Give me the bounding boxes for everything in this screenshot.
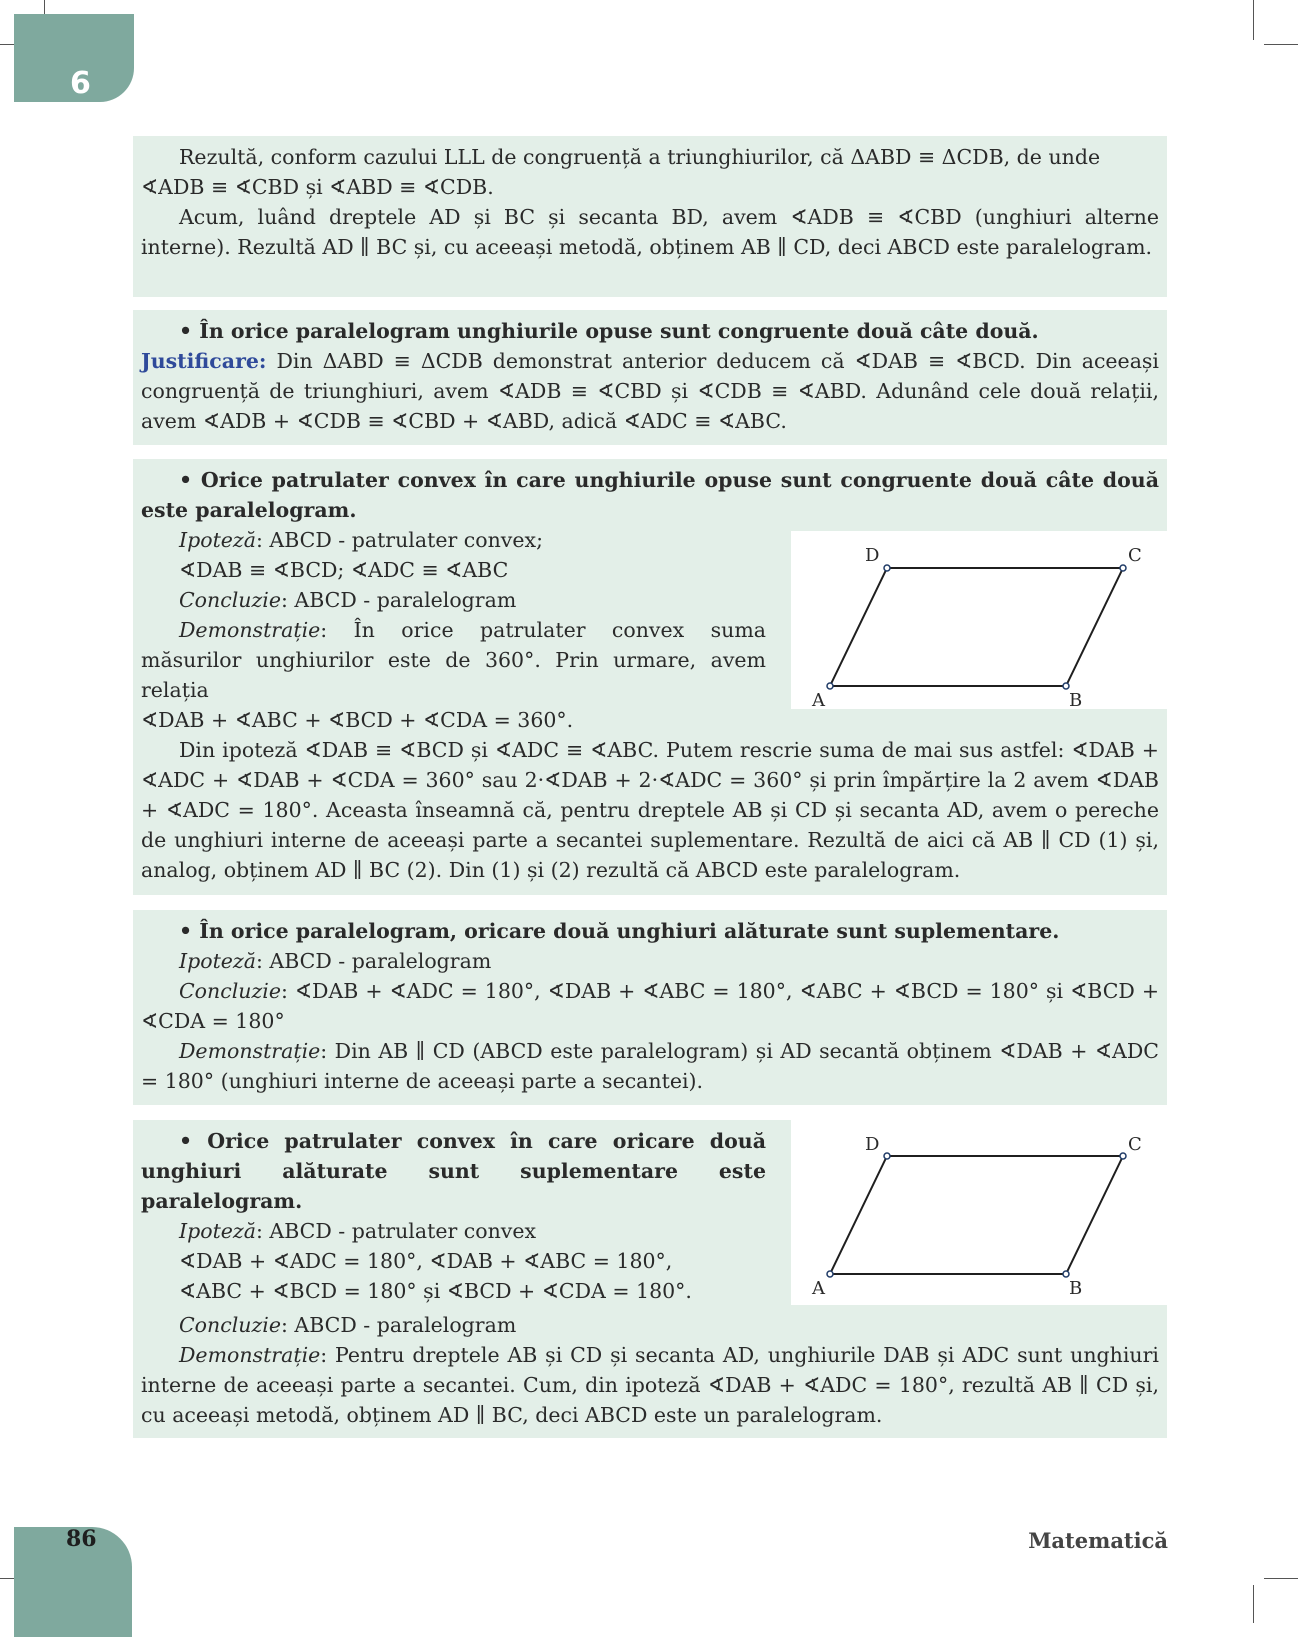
vertex-a bbox=[827, 1271, 833, 1277]
label-c: C bbox=[1128, 545, 1142, 566]
conclusion-line bbox=[141, 585, 766, 615]
theorem-statement: • În orice paralelogram unghiurile opuse sunt congruente două câte două. bbox=[179, 319, 1039, 343]
paragraph: Acum, luând dreptele AD și BC și secanta BD, avem ∢ADB ≡ ∢CBD (unghiuri alterne interne). Rezultă AD ∥ BC și, cu aceeași metodă, obținem AB ∥ CD, deci ABCD este paralelogram. bbox=[141, 205, 1159, 259]
hypothesis-text: : ABCD - patrulater convex; bbox=[255, 528, 543, 552]
theorem-block-opposite-angles bbox=[133, 310, 1167, 445]
parallelogram-drawing bbox=[791, 531, 1167, 709]
theorem-statement: • Orice patrulater convex în care oricare două unghiuri alăturate sunt suplementare este paralelogram. bbox=[141, 1129, 766, 1213]
conclusion-label: Concluzie bbox=[179, 588, 281, 612]
hypothesis-line bbox=[141, 1216, 766, 1246]
demonstration-line bbox=[141, 615, 766, 705]
demonstration-label: Demonstrație bbox=[179, 1039, 321, 1063]
statement-column bbox=[141, 1126, 766, 1306]
theorem-statement: • În orice paralelogram, oricare două unghiuri alăturate sunt suplementare. bbox=[179, 919, 1060, 943]
vertex-b bbox=[1063, 1271, 1069, 1277]
demonstration-paragraph: Din ipoteză ∢DAB ≡ ∢BCD și ∢ADC ≡ ∢ABC. Putem rescrie suma de mai sus astfel: ∢DAB + ∢ADC + ∢DAB + ∢CDA = 360° sau 2·∢DAB + 2·∢ADC = 360° și prin împărțire la 2 avem ∢DAB + ∢ADC = 180°. Aceasta înseamnă că, pentru dreptele AB și CD și secanta AD, avem o pereche de unghiuri interne de aceeași parte a secantei suplementare. Rezultă de aici că AB ∥ CD (1) și, analog, obținem AD ∥ BC (2). Din (1) și (2) rezultă că ABCD este paralelogram. bbox=[141, 738, 1159, 882]
demonstration-text: : Din AB ∥ CD (ABCD este paralelogram) și AD secantă obținem ∢DAB + ∢ADC = 180° (unghiuri interne de aceeași parte a secantei). bbox=[141, 1039, 1159, 1093]
demonstration-label: Demonstrație bbox=[179, 1343, 321, 1367]
proof-continuation-block bbox=[133, 136, 1167, 297]
vertex-c bbox=[1120, 565, 1126, 571]
conclusion-line bbox=[141, 976, 1159, 1036]
conclusion-text: : ∢DAB + ∢ADC = 180°, ∢DAB + ∢ABC = 180°, ∢ABC + ∢BCD = 180° și ∢BCD + ∢CDA = 180° bbox=[141, 979, 1159, 1033]
parallelogram-drawing bbox=[791, 1120, 1167, 1305]
conclusion-text: : ABCD - paralelogram bbox=[280, 1313, 517, 1337]
conclusion-label: Concluzie bbox=[179, 979, 281, 1003]
vertex-d bbox=[884, 565, 890, 571]
paragraph: Rezultă, conform cazului LLL de congruență a triunghiurilor, că ΔABD ≡ ΔCDB, de unde bbox=[179, 145, 1101, 169]
parallelogram-shape bbox=[830, 1156, 1123, 1274]
crop-mark bbox=[1253, 1585, 1254, 1623]
chapter-number: 6 bbox=[70, 66, 91, 101]
hypothesis-line: ∢ABC + ∢BCD = 180° și ∢BCD + ∢CDA = 180°. bbox=[179, 1279, 692, 1303]
hypothesis-line: ∢DAB ≡ ∢BCD; ∢ADC ≡ ∢ABC bbox=[179, 558, 509, 582]
hypothesis-label: Ipoteză bbox=[179, 949, 256, 973]
hypothesis-label: Ipoteză bbox=[179, 528, 256, 552]
demonstration-line bbox=[141, 1340, 1159, 1430]
page-number: 86 bbox=[66, 1526, 97, 1552]
vertex-a bbox=[827, 683, 833, 689]
vertex-d bbox=[884, 1153, 890, 1159]
parallelogram-shape bbox=[830, 568, 1123, 686]
label-a: A bbox=[812, 1278, 825, 1299]
parallelogram-figure bbox=[791, 531, 1167, 709]
demonstration-text: : În orice patrulater convex suma măsurilor unghiurilor este de 360°. Prin urmare, avem relația bbox=[141, 618, 766, 702]
crop-mark bbox=[1264, 44, 1298, 45]
label-c: C bbox=[1128, 1134, 1142, 1155]
justification-paragraph bbox=[141, 346, 1159, 436]
vertex-b bbox=[1063, 683, 1069, 689]
crop-mark bbox=[1264, 1578, 1298, 1579]
crop-mark bbox=[1253, 0, 1254, 40]
label-d: D bbox=[865, 545, 880, 566]
demonstration-text: : Pentru dreptele AB și CD și secanta AD, unghiurile DAB și ADC sunt unghiuri interne de aceeași parte a secantei. Cum, din ipoteză ∢DAB + ∢ADC = 180°, rezultă AB ∥ CD și, cu aceeași metodă, obținem AD ∥ BC, deci ABCD este un paralelogram. bbox=[141, 1343, 1159, 1427]
parallelogram-figure bbox=[791, 1120, 1167, 1305]
conclusion-line bbox=[141, 1310, 1159, 1340]
label-d: D bbox=[865, 1134, 880, 1155]
theorem-block-adjacent-angles bbox=[133, 910, 1167, 1105]
justification-text: Din ΔABD ≡ ΔCDB demonstrat anterior deducem că ∢DAB ≡ ∢BCD. Din aceeași congruență de triunghiuri, avem ∢ADB ≡ ∢CBD și ∢CDB ≡ ∢ABD. Adunând cele două relații, avem ∢ADB + ∢CDB ≡ ∢CBD + ∢ABD, adică ∢ADC ≡ ∢ABC. bbox=[141, 349, 1159, 433]
demonstration-line bbox=[141, 1036, 1159, 1096]
demonstration-equation: ∢DAB + ∢ABC + ∢BCD + ∢CDA = 360°. bbox=[141, 708, 574, 732]
justification-label: Justificare: bbox=[141, 349, 267, 373]
demonstration-label: Demonstrație bbox=[179, 618, 321, 642]
subject-label: Matematică bbox=[1028, 1528, 1168, 1553]
conclusion-text: : ABCD - paralelogram bbox=[280, 588, 517, 612]
conclusion-label: Concluzie bbox=[179, 1313, 281, 1337]
hypothesis-text: : ABCD - patrulater convex bbox=[255, 1219, 537, 1243]
label-a: A bbox=[812, 690, 825, 709]
theorem-statement: • Orice patrulater convex în care unghiurile opuse sunt congruente două câte două este paralelogram. bbox=[141, 468, 1159, 522]
hypothesis-line: ∢DAB + ∢ADC = 180°, ∢DAB + ∢ABC = 180°, bbox=[179, 1249, 673, 1273]
hypothesis-column bbox=[141, 525, 766, 735]
label-b: B bbox=[1069, 690, 1083, 709]
hypothesis-label: Ipoteză bbox=[179, 1219, 256, 1243]
hypothesis-text: : ABCD - paralelogram bbox=[255, 949, 492, 973]
vertex-c bbox=[1120, 1153, 1126, 1159]
paragraph: ∢ADB ≡ ∢CBD și ∢ABD ≡ ∢CDB. bbox=[141, 175, 494, 199]
hypothesis-line bbox=[141, 946, 1159, 976]
hypothesis-line bbox=[141, 525, 766, 555]
label-b: B bbox=[1069, 1278, 1083, 1299]
